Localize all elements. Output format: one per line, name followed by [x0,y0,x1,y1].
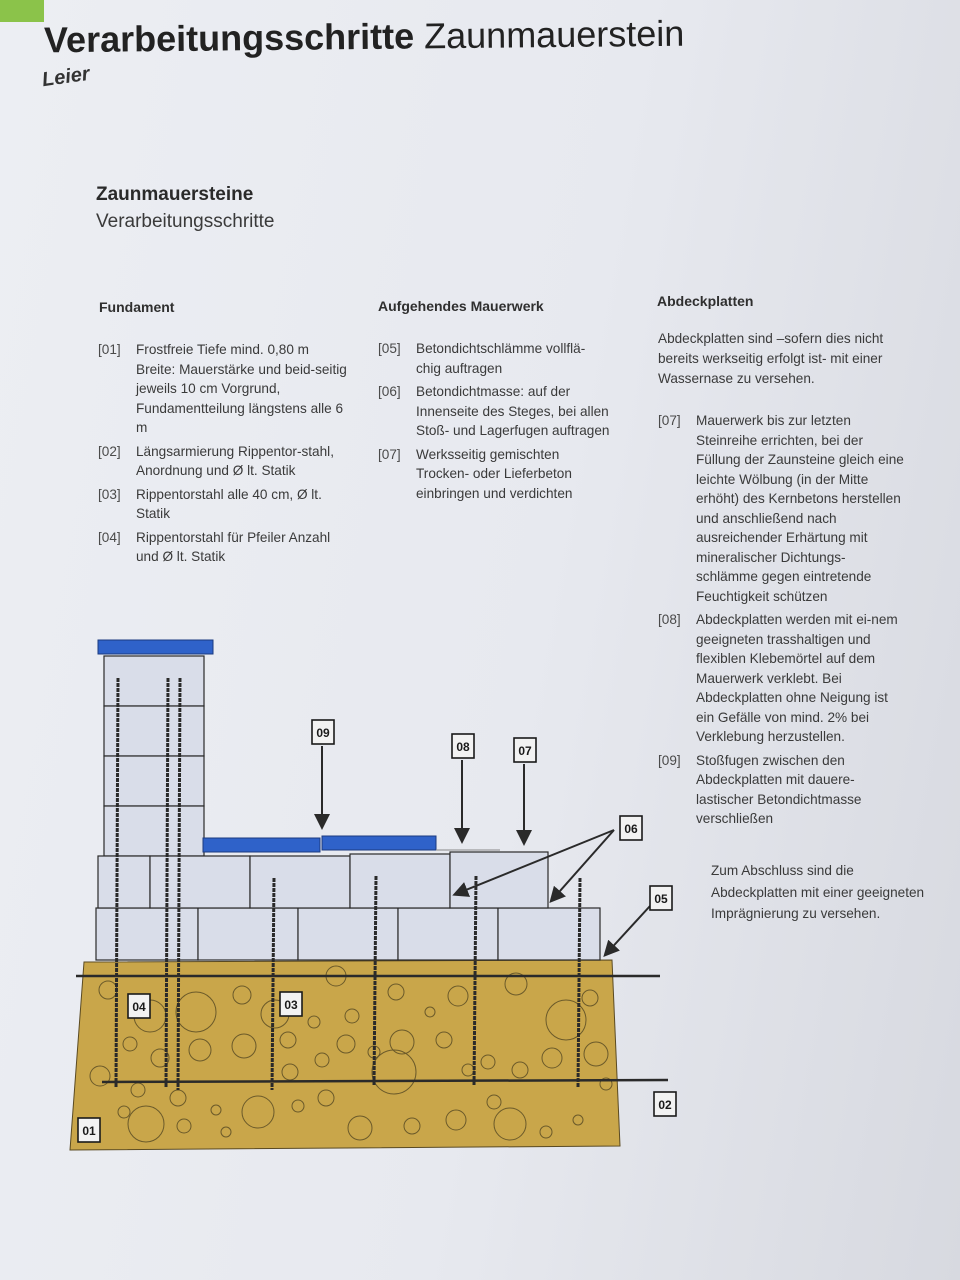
step-number: [06] [378,384,401,399]
step-item [378,382,610,441]
abdeckplatten-intro: Abdeckplatten sind –sofern dies nicht bereits werkseitig erfolgt ist- mit einer Wassernase zu versehen. [658,331,884,386]
vertical-rebar [272,878,274,1090]
masonry-block [96,908,198,960]
construction-diagram [0,600,700,1180]
step-number: [09] [658,752,681,768]
step-text: Betondichtmasse: auf der Innenseite des Steges, bei allen Stoß- und Lagerfugen auftragen [416,384,610,438]
step-number: [04] [98,529,121,545]
masonry-block [350,854,450,908]
label-text-01: 01 [82,1124,96,1138]
foundation-shape [70,960,620,1150]
step-item [378,445,610,504]
step-text: Rippentorstahl alle 40 cm, Ø lt. Statik [136,486,322,521]
step-text: Frostfreie Tiefe mind. 0,80 m Breite: Mauerstärke und beid-seitig jeweils 10 cm Vorgrund, Fundamentteilung längstens alle 6 m [136,342,347,435]
label-text-05: 05 [654,892,668,906]
step-text: Rippentorstahl für Pfeiler Anzahl und Ø lt. Statik [136,529,331,564]
mauerwerk-steps [378,339,610,507]
step-number: [01] [98,342,121,357]
step-text: Werksseitig gemischten Trocken- oder Lieferbeton einbringen und verdichten [416,446,573,501]
header-title-bold: Verarbeitungsschritte [43,15,415,61]
step-number: [07] [658,413,681,428]
step-text: Längsarmierung Rippentor-stahl, Anordnung und Ø lt. Statik [136,443,334,478]
label-text-09: 09 [316,726,330,740]
step-number: [08] [658,612,681,627]
column-heading-abdeckplatten: Abdeckplatten [657,293,754,309]
masonry-block [150,856,250,908]
step-number: [02] [98,443,121,459]
step-item [658,411,906,606]
label-text-03: 03 [284,998,298,1012]
masonry-block [250,856,350,908]
step-text: Mauerwerk bis zur letzten Steinreihe errichten, bei der Füllung der Zaunsteine gleich eine leichte Wölbung (in der Mitte erhöht) des Kernbetons herstellen und anschließend nach ausreichender Erhärtung mit mineralischer Dichtungs-schlämme gegen eintretende Feuchtigkeit schützen [696,413,904,604]
step-number: [03] [98,486,121,502]
pillar-cap-plate [98,640,213,654]
corner-tab [0,0,44,22]
masonry-block [450,852,548,908]
column-heading-fundament: Fundament [99,299,175,315]
header-title-regular: Zaunmauerstein [423,12,685,57]
step-item [98,442,348,481]
masonry-block [98,856,150,908]
arrow-05 [606,906,650,954]
step-text: Abdeckplatten werden mit ei-nem geeigneten trasshaltigen und flexiblen Klebemörtel auf dem Mauerwerk verklebt. Bei Abdeckplatten ohne Neigung ist ein Gefälle von mind. 2% bei Verklebung herzustellen. [696,612,898,744]
column-heading-mauerwerk: Aufgehendes Mauerwerk [378,298,544,314]
label-text-04: 04 [132,1000,146,1014]
masonry-block [498,908,600,960]
masonry-block [104,806,204,856]
step-item [378,339,610,378]
cap-plate-left [203,838,320,852]
header-sub: Leier [40,62,92,92]
step-number: [05] [378,341,401,356]
label-text-02: 02 [658,1098,672,1112]
step-text: Stoßfugen zwischen den Abdeckplatten mit dauere-lastischer Betondichtmasse verschließen [696,752,862,826]
document-title: Zaunmauersteine [96,184,254,205]
label-text-07: 07 [518,744,532,758]
vertical-rebar [178,678,180,1090]
step-item [98,340,348,438]
step-text: Betondichtschlämme vollflä-chig auftragen [416,341,586,376]
step-number: [07] [378,446,401,462]
masonry-block [398,908,498,960]
arrow-06-b [552,830,614,900]
step-item [98,485,348,524]
cap-plate-right [322,836,436,850]
header-title [44,13,685,62]
masonry-block [298,908,398,960]
document-subtitle: Verarbeitungsschritte [96,211,275,232]
step-item [98,528,348,567]
label-text-06: 06 [624,822,638,836]
masonry-block [198,908,298,960]
fundament-steps [98,340,348,571]
label-text-08: 08 [456,740,470,754]
abdeckplatten-closing: Zum Abschluss sind die Abdeckplatten mit einer geeigneten Imprägnierung zu versehen. [711,863,925,921]
